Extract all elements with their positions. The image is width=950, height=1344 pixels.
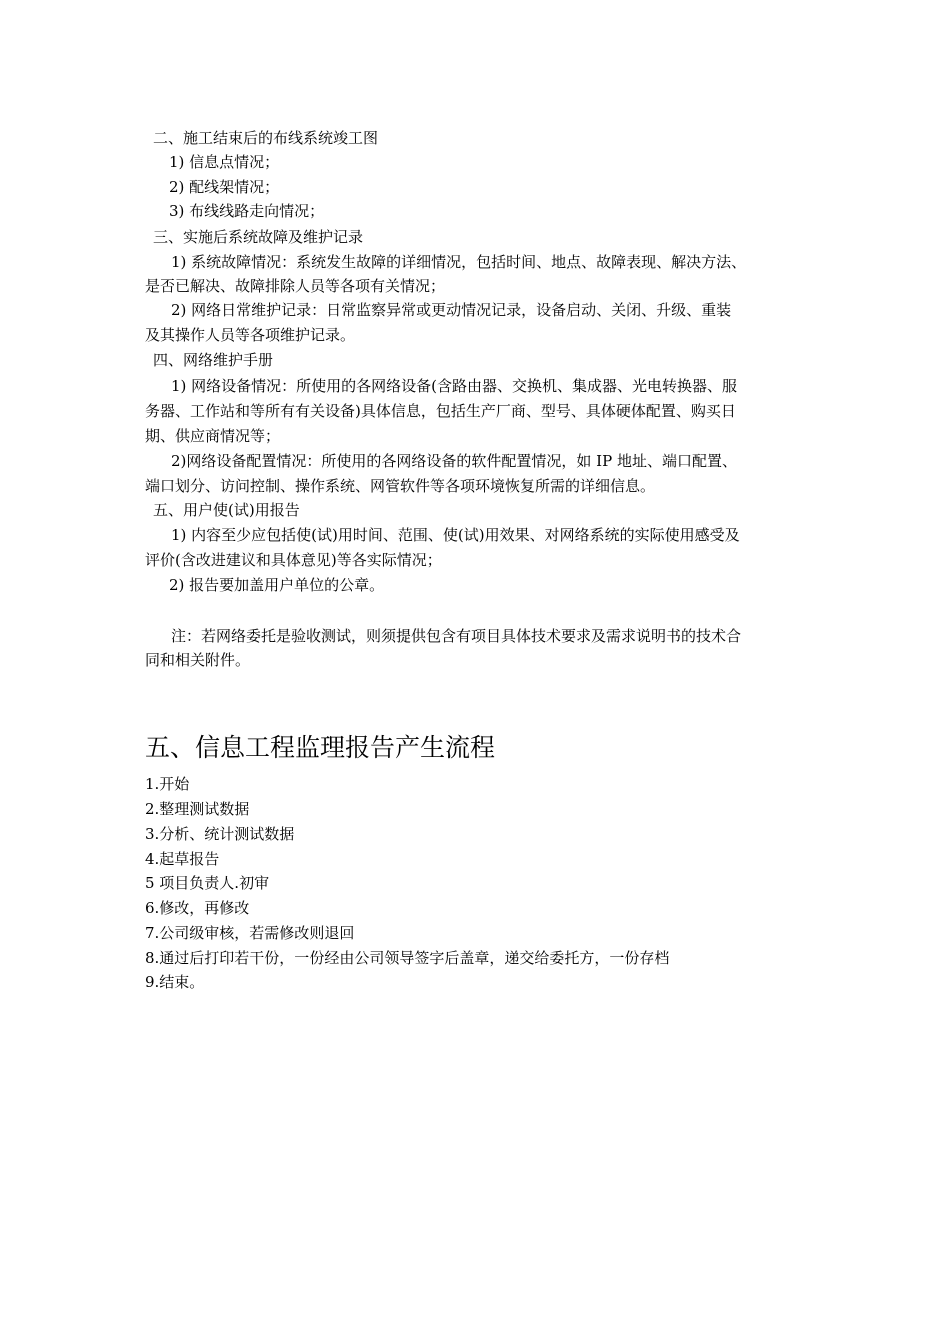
process-step-5: 5 项目负责人.初审	[145, 874, 270, 892]
process-heading: 五、信息工程监理报告产生流程	[145, 733, 496, 762]
section-three-item-1-line-2: 是否已解决、故障排除人员等各项有关情况；	[145, 277, 446, 295]
section-four-item-2-line-2: 端口划分、访问控制、操作系统、网管软件等各项环境恢复所需的详细信息。	[145, 477, 656, 495]
process-step-8: 8.通过后打印若干份，一份经由公司领导签字后盖章，递交给委托方，一份存档	[145, 949, 670, 967]
note-line-2: 同和相关附件。	[145, 651, 251, 669]
section-five-usage-title: 五、用户使(试)用报告	[153, 501, 300, 519]
section-two-item-1: 1) 信息点情况；	[169, 153, 280, 171]
section-four-item-1-line-1: 1) 网络设备情况：所使用的各网络设备(含路由器、交换机、集成器、光电转换器、服	[171, 377, 738, 395]
process-step-6: 6.修改，再修改	[145, 899, 250, 917]
section-five-usage-item-2: 2) 报告要加盖用户单位的公章。	[169, 576, 385, 594]
section-three-item-2-line-2: 及其操作人员等各项维护记录。	[145, 326, 356, 344]
section-four-item-1-line-3: 期、供应商情况等；	[145, 427, 281, 445]
section-three-item-1-line-1: 1) 系统故障情况：系统发生故障的详细情况，包括时间、地点、故障表现、解决方法、	[171, 253, 747, 271]
section-four-item-2-line-1: 2)网络设备配置情况：所使用的各网络设备的软件配置情况，如 IP 地址、端口配置、	[171, 452, 737, 470]
section-five-usage-item-1-line-1: 1) 内容至少应包括使(试)用时间、范围、使(试)用效果、对网络系统的实际使用感受及	[171, 526, 740, 544]
process-step-7: 7.公司级审核，若需修改则退回	[145, 924, 355, 942]
section-two-item-3: 3) 布线线路走向情况；	[169, 202, 325, 220]
section-two-item-2: 2) 配线架情况；	[169, 178, 280, 196]
section-three-item-2-line-1: 2) 网络日常维护记录：日常监察异常或更动情况记录，设备启动、关闭、升级、重装	[171, 301, 732, 319]
process-step-3: 3.分析、统计测试数据	[145, 825, 295, 843]
section-five-usage-item-1-line-2: 评价(含改进建议和具体意见)等各实际情况；	[145, 551, 442, 569]
note-line-1: 注：若网络委托是验收测试，则须提供包含有项目具体技术要求及需求说明书的技术合	[171, 627, 742, 645]
section-three-title: 三、实施后系统故障及维护记录	[153, 228, 364, 246]
process-step-9: 9.结束。	[145, 973, 205, 991]
process-step-2: 2.整理测试数据	[145, 800, 250, 818]
section-four-item-1-line-2: 务器、工作站和等所有有关设备)具体信息，包括生产厂商、型号、具体硬体配置、购买日	[145, 402, 736, 420]
process-step-4: 4.起草报告	[145, 850, 220, 868]
section-four-title: 四、网络维护手册	[153, 351, 274, 369]
section-two-title: 二、施工结束后的布线系统竣工图	[153, 129, 379, 147]
process-step-1: 1.开始	[145, 775, 190, 793]
